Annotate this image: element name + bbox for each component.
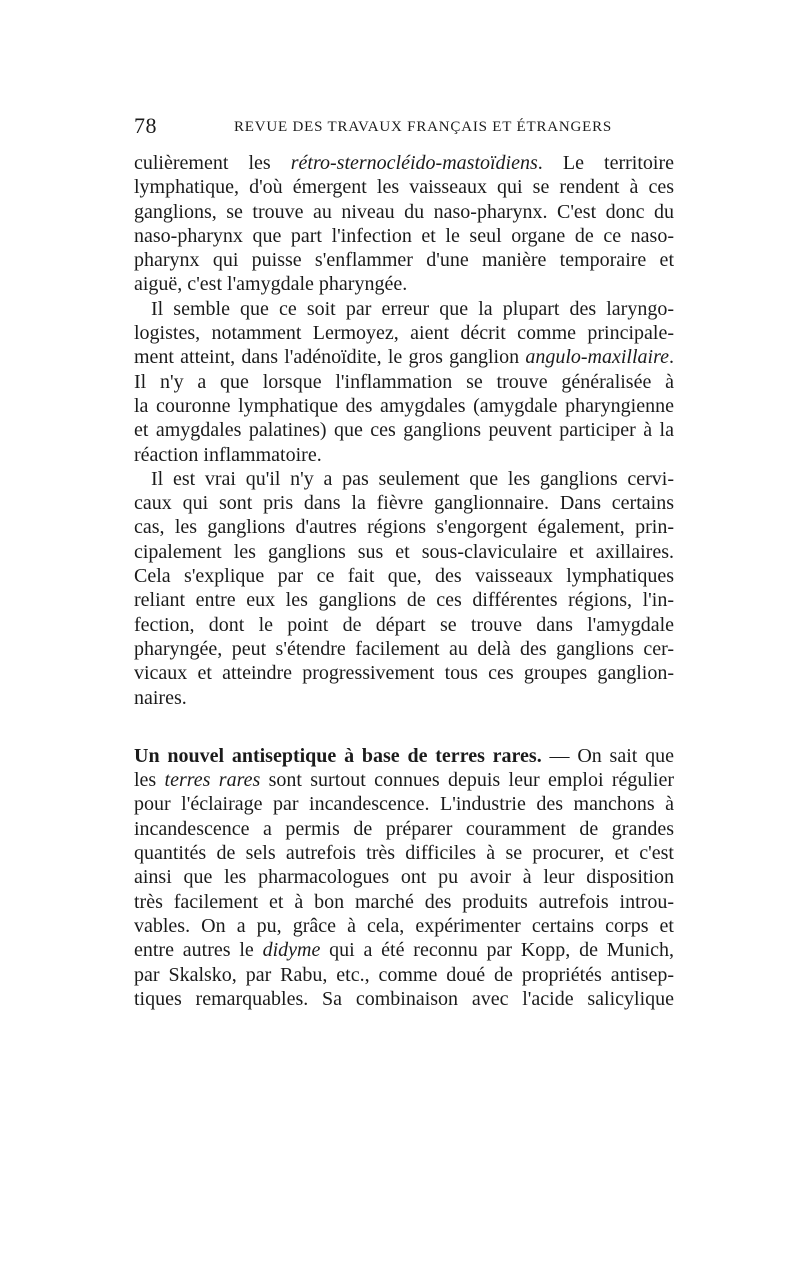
text-line: la couronne lymphatique des amygdales (amygdale pharyngienne — [134, 394, 674, 417]
text-line: et amygdales palatines) que ces ganglions peuvent participer à la — [134, 419, 674, 442]
text-line: ganglions, se trouve au niveau du naso-pharynx. C'est donc du — [134, 200, 674, 223]
text-line: aiguë, c'est l'amygdale pharyngée. — [134, 273, 408, 296]
text-line: naso-pharynx que part l'infection et le seul organe de ce naso- — [134, 224, 674, 247]
text-line: vables. On a pu, grâce à cela, expérimenter certains corps et — [134, 914, 674, 937]
text-line: cas, les ganglions d'autres régions s'engorgent également, prin- — [134, 516, 674, 539]
section-heading: Un nouvel antiseptique à base de terres rares. — [134, 744, 542, 767]
body-text — [134, 151, 674, 1011]
section-heading-line: Un nouvel antiseptique à base de terres rares. — On sait que — [134, 744, 674, 767]
text-line: reliant entre eux les ganglions de ces différentes régions, l'in- — [134, 589, 674, 612]
text-line: pharynx qui puisse s'enflammer d'une manière temporaire et — [134, 249, 674, 272]
text-line: caux qui sont pris dans la fièvre ganglionnaire. Dans certains — [134, 492, 674, 515]
text-line: ment atteint, dans l'adénoïdite, le gros ganglion angulo-maxillaire. — [134, 346, 674, 369]
text-line: naires. — [134, 686, 187, 709]
text-line: pharyngée, peut s'étendre facilement au delà des ganglions cer- — [134, 637, 674, 660]
text-line: entre autres le didyme qui a été reconnu par Kopp, de Munich, — [134, 939, 674, 962]
text-line: ainsi que les pharmacologues ont pu avoir à leur disposition — [134, 866, 674, 889]
page-number: 78 — [134, 113, 157, 138]
text-line: Il est vrai qu'il n'y a pas seulement que les ganglions cervi- — [151, 467, 674, 490]
text-line: fection, dont le point de départ se trouve dans l'amygdale — [134, 613, 674, 636]
text-line: très facilement et à bon marché des produits autrefois introu- — [134, 890, 674, 913]
text-line: logistes, notamment Lermoyez, aient décrit comme principale- — [134, 322, 674, 345]
text-line: Il semble que ce soit par erreur que la plupart des laryngo- — [151, 297, 674, 320]
text-line: cipalement les ganglions sus et sous-claviculaire et axillaires. — [134, 540, 674, 563]
text-line: vicaux et atteindre progressivement tous ces groupes ganglion- — [134, 662, 674, 685]
running-title: REVUE DES TRAVAUX FRANÇAIS ET ÉTRANGERS — [234, 119, 613, 135]
text-line: tiques remarquables. Sa combinaison avec l'acide salicylique — [134, 987, 674, 1010]
text-line: réaction inflammatoire. — [134, 443, 322, 466]
text-line: lymphatique, d'où émergent les vaisseaux qui se rendent à ces — [134, 176, 674, 199]
text-line: les terres rares sont surtout connues depuis leur emploi régulier — [134, 769, 675, 792]
section-gap — [134, 710, 674, 744]
text-line: Cela s'explique par ce fait que, des vaisseaux lymphatiques — [134, 565, 674, 588]
text-line: Il n'y a que lorsque l'inflammation se trouve généralisée à — [134, 370, 674, 393]
text-line: par Skalsko, par Rabu, etc., comme doué de propriétés antisep- — [134, 963, 674, 986]
page-header — [134, 113, 674, 143]
text-line: incandescence a permis de préparer couramment de grandes — [134, 817, 674, 840]
text-line: quantités de sels autrefois très difficiles à se procurer, et c'est — [134, 842, 674, 865]
text-line: pour l'éclairage par incandescence. L'industrie des manchons à — [134, 793, 674, 816]
text-line: culièrement les rétro-sternocléido-mastoïdiens. Le territoire — [134, 152, 674, 174]
